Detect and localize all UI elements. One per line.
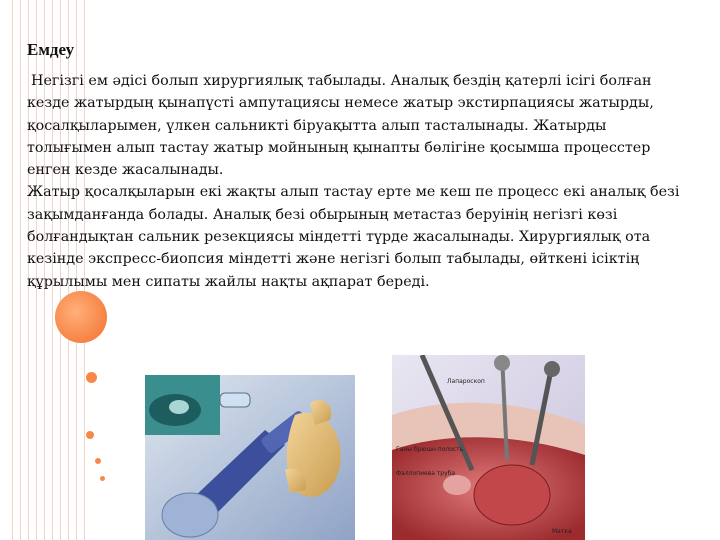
label-laparoscope: Лапароскоп (447, 378, 485, 385)
decor-circle-small (100, 476, 105, 481)
decor-circle-small (86, 372, 97, 383)
pelvic-surgery-illustration (392, 355, 585, 540)
paragraph: Жатыр қосалқыларын екі жақты алып тастау ерте ме кеш пе процесс екі аналық безі зақымданғанда болады. Аналық безі обырының метастаз беруінің негізгі көзі болғандықтан сальник резекциясы міндетті түрде жасалынады. Хирургиялық ота кезінде экспресс-биопсия міндетті және негізгі болып табылады, өйткені ісіктің құрылымы мен сипаты жайлы нақты ақпарат береді. (27, 184, 680, 290)
decor-stripe (20, 0, 21, 540)
label-uterus: Матка (552, 528, 572, 535)
decor-circle-large (55, 291, 107, 343)
body-text (27, 70, 687, 293)
label-fallopian: Фаллопиева труба (396, 470, 456, 477)
slide-title: Емдеу (27, 40, 75, 59)
surgical-instrument-illustration (145, 375, 355, 540)
label-cavity: Ганы брюшн полость (396, 446, 464, 453)
decor-circle-small (95, 458, 101, 464)
decor-stripe (12, 0, 13, 540)
decor-circle-small (86, 431, 94, 439)
paragraph: Негізгі ем әдісі болып хирургиялық табылады. Аналық бездің қатерлі ісігі болған кезде жатырдың қынапүсті ампутациясы немесе жатыр экстирпациясы жатырды, қосалқыларымен, үлкен сальникті біруақытта алып тасталынады. Жатырды толығымен алып тастау жатыр мойнының қынапты бөлігіне қосымша процесстер енген кезде жасалынады. (27, 73, 654, 179)
